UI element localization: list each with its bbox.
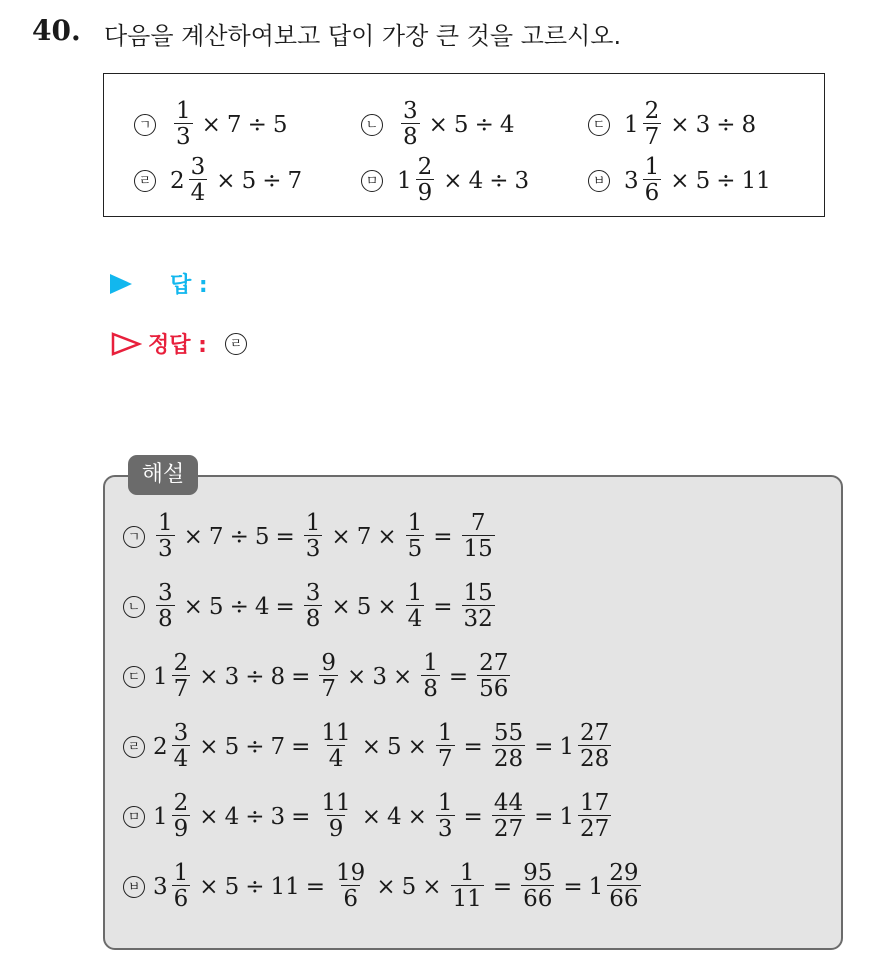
fraction: $\frac{2}{9}$: [417, 154, 433, 206]
play-triangle-icon: [110, 274, 132, 294]
choice-a: [134, 100, 287, 149]
fraction: $\frac{2}{9}$: [173, 790, 189, 842]
operator: =: [275, 593, 295, 620]
operator: ×: [201, 111, 221, 138]
operand: 3: [514, 167, 530, 194]
operator: ×: [199, 873, 219, 900]
operator: =: [433, 523, 453, 550]
operand: 3: [224, 663, 240, 690]
fraction: $\frac{1}{3}$: [176, 98, 191, 150]
operator: ÷: [474, 111, 494, 138]
operator: =: [275, 523, 295, 550]
operand: 5: [695, 167, 711, 194]
fraction: $\frac{27}{28}$: [580, 720, 610, 772]
choice-marker: ㄱ: [123, 526, 145, 548]
operator: ×: [199, 733, 219, 760]
operator: ÷: [245, 663, 265, 690]
operator: ÷: [716, 167, 736, 194]
choice-marker: ㅁ: [361, 170, 383, 192]
operator: ×: [428, 111, 448, 138]
operand: 3: [372, 663, 387, 690]
operator: ×: [199, 803, 219, 830]
whole-part: 1: [624, 111, 639, 138]
operator: =: [433, 593, 453, 620]
fraction: $\frac{2}{7}$: [173, 650, 189, 702]
fraction: $\frac{3}{4}$: [173, 720, 189, 772]
operand: 5: [241, 167, 257, 194]
operator: =: [534, 803, 554, 830]
operand: 3: [695, 111, 711, 138]
operator: ÷: [229, 593, 249, 620]
operator: ×: [407, 733, 427, 760]
choice-f: [588, 156, 771, 205]
operator: ÷: [245, 803, 265, 830]
fraction: $\frac{1}{6}$: [173, 860, 189, 912]
operator: ÷: [262, 167, 282, 194]
operator: ÷: [489, 167, 509, 194]
fraction: $\frac{11}{4}$: [321, 720, 351, 772]
fraction: $\frac{2}{7}$: [644, 98, 660, 150]
operator: ×: [361, 803, 381, 830]
choices-box: [103, 73, 825, 217]
choice-marker: ㅂ: [123, 876, 145, 898]
operator: ×: [199, 663, 219, 690]
fraction: $\frac{9}{7}$: [321, 650, 337, 702]
operator: ÷: [716, 111, 736, 138]
operand: 5: [208, 593, 224, 620]
hollow-triangle-icon: [110, 332, 142, 356]
choice-c: [588, 100, 756, 149]
operator: ÷: [247, 111, 267, 138]
operator: ×: [331, 523, 351, 550]
fraction: $\frac{1}{3}$: [305, 510, 321, 562]
correct-answer-line: [110, 328, 261, 359]
operator: =: [291, 663, 311, 690]
operator: =: [492, 873, 513, 900]
fraction: $\frac{3}{8}$: [403, 98, 418, 150]
whole-part: 1: [559, 803, 575, 830]
choice-marker: ㄴ: [123, 596, 145, 618]
correct-answer-label: 정답 :: [148, 333, 207, 358]
whole-part: 2: [153, 733, 168, 760]
fraction: $\frac{1}{3}$: [437, 790, 453, 842]
operator: ×: [443, 167, 463, 194]
operand: 11: [270, 873, 300, 900]
operand: 3: [270, 803, 286, 830]
explanation-tab: 해설: [128, 455, 198, 495]
operator: =: [463, 733, 483, 760]
whole-part: 1: [153, 803, 168, 830]
fraction: $\frac{1}{4}$: [407, 580, 423, 632]
whole-part: 3: [624, 167, 639, 194]
operator: ×: [670, 111, 690, 138]
choice-marker: ㄹ: [123, 736, 145, 758]
operand: 5: [356, 593, 372, 620]
fraction: $\frac{95}{66}$: [523, 860, 553, 912]
operator: ×: [216, 167, 236, 194]
answer-line: [110, 268, 208, 299]
operand: 4: [468, 167, 484, 194]
explanation-row: [123, 862, 644, 911]
choice-marker: ㄷ: [123, 666, 145, 688]
whole-part: 1: [397, 167, 412, 194]
fraction: $\frac{27}{56}$: [479, 650, 509, 702]
operand: 7: [287, 167, 303, 194]
fraction: $\frac{3}{8}$: [305, 580, 321, 632]
operand: 7: [356, 523, 372, 550]
correct-answer-value: ㄹ: [225, 333, 247, 355]
operator: =: [291, 733, 311, 760]
operand: 5: [224, 733, 240, 760]
operator: ÷: [229, 523, 249, 550]
operand: 5: [254, 523, 270, 550]
operator: =: [291, 803, 311, 830]
choice-marker: ㅁ: [123, 806, 145, 828]
question-text: 다음을 계산하여보고 답이 가장 큰 것을 고르시오.: [104, 22, 622, 50]
fraction: $\frac{1}{5}$: [407, 510, 423, 562]
operator: ÷: [245, 873, 265, 900]
operator: ×: [392, 663, 413, 690]
fraction: $\frac{3}{4}$: [190, 154, 206, 206]
fraction: $\frac{7}{15}$: [463, 510, 493, 562]
explanation-row: [123, 512, 498, 561]
operand: 8: [270, 663, 286, 690]
fraction: $\frac{1}{3}$: [158, 510, 173, 562]
fraction: $\frac{29}{66}$: [609, 860, 639, 912]
choice-marker: ㅂ: [588, 170, 610, 192]
operand: 4: [224, 803, 240, 830]
fraction: $\frac{11}{9}$: [321, 790, 351, 842]
fraction: $\frac{3}{8}$: [158, 580, 173, 632]
operand: 7: [270, 733, 286, 760]
operator: ×: [183, 523, 203, 550]
operator: ×: [377, 593, 397, 620]
operator: ×: [331, 593, 351, 620]
operator: ×: [407, 803, 427, 830]
operator: =: [563, 873, 583, 900]
fraction: $\frac{1}{8}$: [423, 650, 438, 702]
operator: ×: [347, 663, 367, 690]
choice-marker: ㄱ: [134, 114, 156, 136]
operator: ×: [377, 523, 397, 550]
operand: 11: [741, 167, 771, 194]
fraction: $\frac{44}{27}$: [493, 790, 524, 842]
whole-part: 2: [170, 167, 185, 194]
whole-part: 3: [153, 873, 168, 900]
operand: 5: [224, 873, 240, 900]
operator: =: [448, 663, 469, 690]
choice-marker: ㄷ: [588, 114, 610, 136]
operand: 4: [254, 593, 270, 620]
choice-b: [361, 100, 514, 149]
operand: 8: [741, 111, 757, 138]
explanation-row: [123, 722, 614, 771]
explanation-row: [123, 792, 614, 841]
whole-part: 1: [559, 733, 575, 760]
fraction: $\frac{1}{11}$: [452, 860, 482, 912]
operand: 4: [499, 111, 515, 138]
operator: ×: [376, 873, 396, 900]
operator: =: [534, 733, 554, 760]
choice-marker: ㄴ: [361, 114, 383, 136]
operator: ×: [361, 733, 381, 760]
operator: ÷: [245, 733, 265, 760]
whole-part: 1: [588, 873, 604, 900]
operand: 5: [386, 733, 402, 760]
fraction: $\frac{15}{32}$: [463, 580, 493, 632]
choice-e: [361, 156, 529, 205]
operator: =: [463, 803, 483, 830]
whole-part: 1: [153, 663, 168, 690]
fraction: $\frac{55}{28}$: [493, 720, 524, 772]
operator: ×: [422, 873, 442, 900]
choice-marker: ㄹ: [134, 170, 156, 192]
operand: 5: [453, 111, 469, 138]
fraction: $\frac{17}{27}$: [580, 790, 610, 842]
fraction: $\frac{19}{6}$: [336, 860, 366, 912]
fraction: $\frac{1}{7}$: [437, 720, 453, 772]
operand: 7: [226, 111, 242, 138]
explanation-row: [123, 582, 498, 631]
operator: ×: [183, 593, 203, 620]
operand: 5: [272, 111, 288, 138]
fraction: $\frac{1}{6}$: [644, 154, 660, 206]
operand: 4: [386, 803, 402, 830]
question-number: 40.: [32, 14, 81, 47]
choice-d: [134, 156, 302, 205]
explanation-row: [123, 652, 513, 701]
operator: ×: [670, 167, 690, 194]
operator: =: [305, 873, 326, 900]
operand: 5: [401, 873, 417, 900]
answer-label: 답 :: [170, 273, 208, 298]
operand: 7: [208, 523, 224, 550]
